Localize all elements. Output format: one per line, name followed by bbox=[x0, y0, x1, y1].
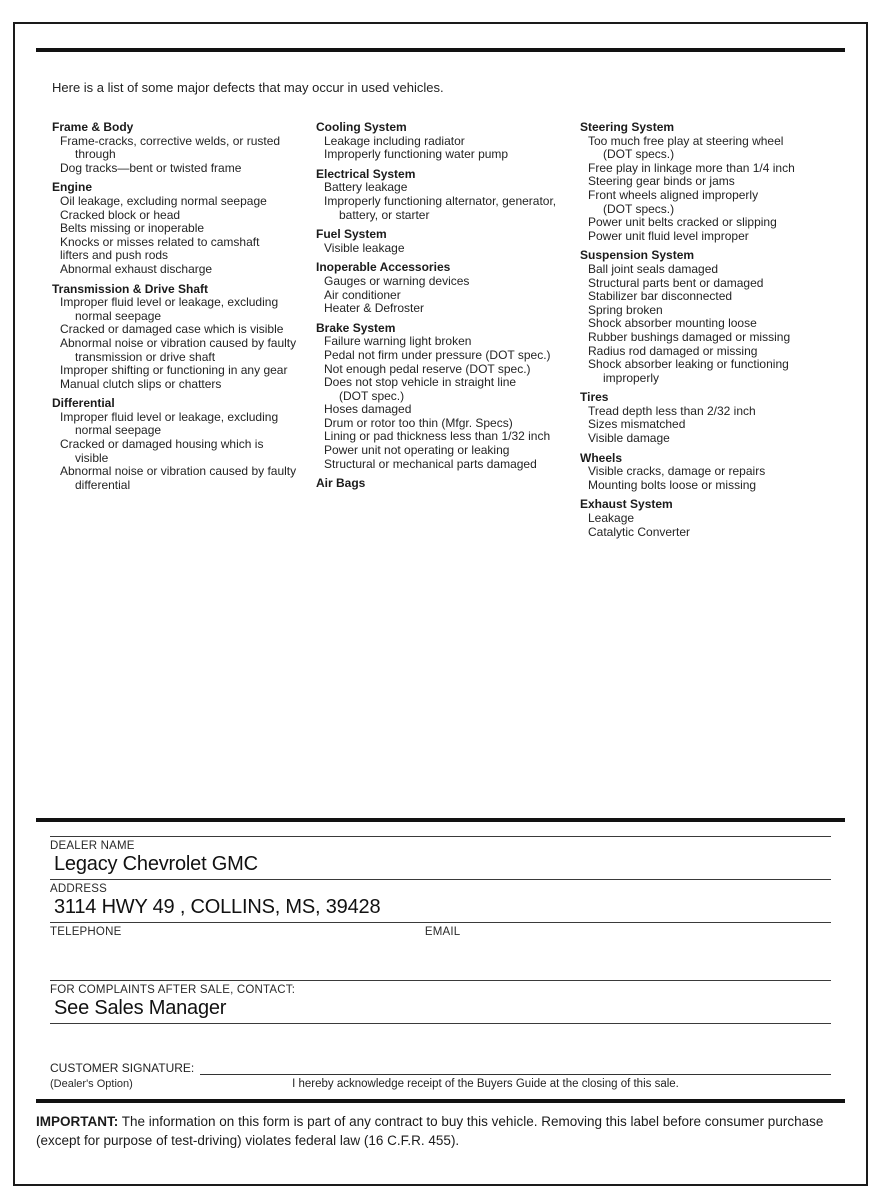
defect-section-heading: Frame & Body bbox=[52, 120, 134, 134]
defect-line: visible bbox=[75, 450, 109, 465]
defect-section-heading: Wheels bbox=[580, 450, 623, 465]
customer-signature-label: CUSTOMER SIGNATURE: bbox=[50, 1061, 195, 1075]
defect-section-heading: Exhaust System bbox=[580, 497, 673, 512]
defects-column-2 bbox=[316, 121, 580, 545]
defect-line: Drum or rotor too thin (Mfgr. Specs) bbox=[324, 415, 513, 430]
signature-subrow bbox=[50, 1078, 831, 1090]
dealer-name-label: DEALER NAME bbox=[50, 840, 135, 852]
intro-text: Here is a list of some major defects that may occur in used vehicles. bbox=[52, 80, 444, 95]
defect-section-heading: Air Bags bbox=[316, 476, 366, 491]
defect-line: Lining or pad thickness less than 1/32 inch bbox=[324, 429, 551, 444]
defect-section bbox=[316, 477, 580, 491]
defect-section bbox=[52, 397, 316, 492]
defect-section bbox=[316, 322, 580, 472]
email-label: EMAIL bbox=[424, 926, 461, 938]
defect-line: Oil leakage, excluding normal seepage bbox=[60, 193, 267, 208]
dealer-option-label: (Dealer's Option) bbox=[50, 1078, 133, 1090]
defect-section bbox=[316, 228, 580, 255]
defect-line: Structural parts bent or damaged bbox=[588, 275, 764, 290]
defect-line: Radius rod damaged or missing bbox=[588, 343, 758, 358]
defect-section-heading: Differential bbox=[52, 396, 115, 411]
defect-line: Gauges or warning devices bbox=[324, 273, 470, 288]
defect-section-heading: Tires bbox=[580, 390, 609, 405]
defect-line: Power unit not operating or leaking bbox=[324, 443, 510, 458]
defect-section-heading: Cooling System bbox=[316, 120, 407, 134]
defect-line: Cracked block or head bbox=[60, 207, 181, 222]
defects-column-1 bbox=[52, 121, 316, 545]
defect-line: Not enough pedal reserve (DOT spec.) bbox=[324, 361, 531, 376]
defect-line: Improperly functioning alternator, generator, bbox=[324, 193, 557, 208]
defect-line: Improper fluid level or leakage, excluding bbox=[60, 295, 279, 310]
defect-line: Abnormal exhaust discharge bbox=[60, 261, 213, 276]
defect-line: Heater & Defroster bbox=[324, 301, 425, 316]
defect-section-heading: Transmission & Drive Shaft bbox=[52, 281, 209, 296]
dealer-form bbox=[50, 836, 831, 1090]
defects-list bbox=[52, 121, 848, 545]
middle-divider-bar bbox=[36, 818, 845, 822]
defect-line: Leakage bbox=[588, 511, 635, 526]
defect-section-heading: Suspension System bbox=[580, 248, 695, 263]
top-divider-bar bbox=[36, 48, 845, 52]
defect-line: (DOT specs.) bbox=[603, 201, 675, 216]
defect-line: Tread depth less than 2/32 inch bbox=[588, 403, 756, 418]
defect-line: Battery leakage bbox=[324, 180, 408, 195]
defect-line: Abnormal noise or vibration caused by faulty bbox=[60, 464, 297, 479]
defect-line: Improperly functioning water pump bbox=[324, 147, 509, 162]
important-text: The information on this form is part of any contract to buy this vehicle. Removing this label before consumer purchase (except for purpose of test-driving) violates federal law (16 C.F.R. 455). bbox=[36, 1114, 824, 1148]
defect-line: Catalytic Converter bbox=[588, 524, 691, 539]
defect-line: lifters and push rods bbox=[60, 248, 169, 263]
defect-section-heading: Fuel System bbox=[316, 227, 387, 242]
defect-section bbox=[316, 168, 580, 222]
defect-line: Air conditioner bbox=[324, 287, 401, 302]
address-value: 3114 HWY 49 , COLLINS, MS, 39428 bbox=[54, 896, 381, 918]
defect-line: normal seepage bbox=[75, 423, 162, 438]
defect-line: Manual clutch slips or chatters bbox=[60, 376, 222, 391]
important-notice bbox=[36, 1112, 839, 1150]
defect-line: Does not stop vehicle in straight line bbox=[324, 375, 517, 390]
defect-line: normal seepage bbox=[75, 308, 162, 323]
defect-line: (DOT spec.) bbox=[339, 388, 405, 403]
defect-line: Ball joint seals damaged bbox=[588, 261, 719, 276]
defect-line: battery, or starter bbox=[339, 207, 430, 222]
defect-line: Shock absorber leaking or functioning bbox=[588, 357, 789, 372]
acknowledgment-text: I hereby acknowledge receipt of the Buyers Guide at the closing of this sale. bbox=[292, 1078, 679, 1090]
telephone-email-row bbox=[50, 923, 831, 980]
defect-line: Abnormal noise or vibration caused by faulty bbox=[60, 335, 297, 350]
defect-line: Spring broken bbox=[588, 302, 663, 317]
defect-line: Improper shifting or functioning in any gear bbox=[60, 363, 288, 378]
defect-line: Stabilizer bar disconnected bbox=[588, 289, 733, 304]
defect-line: Cracked or damaged case which is visible bbox=[60, 322, 284, 337]
defect-section bbox=[316, 121, 580, 162]
defect-section bbox=[52, 181, 316, 276]
defect-line: Structural or mechanical parts damaged bbox=[324, 456, 537, 471]
defect-section bbox=[580, 391, 848, 445]
defect-section bbox=[580, 249, 848, 385]
defect-line: Failure warning light broken bbox=[324, 334, 472, 349]
defects-column-3 bbox=[580, 121, 848, 545]
defect-section bbox=[52, 283, 316, 392]
signature-block bbox=[50, 1060, 831, 1090]
defect-section-heading: Electrical System bbox=[316, 166, 416, 181]
defect-line: Hoses damaged bbox=[324, 402, 412, 417]
telephone-label: TELEPHONE bbox=[50, 926, 122, 938]
defect-line: Too much free play at steering wheel bbox=[588, 133, 784, 148]
defect-line: Visible leakage bbox=[324, 240, 405, 255]
bottom-divider-bar bbox=[36, 1099, 845, 1103]
defect-section bbox=[316, 261, 580, 315]
address-label: ADDRESS bbox=[50, 883, 107, 895]
defect-line: Cracked or damaged housing which is bbox=[60, 437, 264, 452]
defect-section bbox=[52, 121, 316, 175]
defect-line: Leakage including radiator bbox=[324, 133, 465, 148]
defect-line: Power unit fluid level improper bbox=[588, 228, 749, 243]
important-label: IMPORTANT: bbox=[36, 1114, 119, 1129]
defect-section-heading: Brake System bbox=[316, 320, 396, 335]
defect-line: (DOT specs.) bbox=[603, 147, 675, 162]
defect-line: Dog tracks—bent or twisted frame bbox=[60, 160, 242, 175]
defect-line: transmission or drive shaft bbox=[75, 349, 216, 364]
defect-line: Rubber bushings damaged or missing bbox=[588, 329, 791, 344]
dealer-name-value: Legacy Chevrolet GMC bbox=[54, 853, 258, 875]
defect-line: Front wheels aligned improperly bbox=[588, 187, 759, 202]
signature-row bbox=[50, 1060, 831, 1075]
defect-line: Shock absorber mounting loose bbox=[588, 316, 757, 331]
defect-section-heading: Inoperable Accessories bbox=[316, 260, 451, 275]
defect-section-heading: Steering System bbox=[580, 120, 675, 134]
defect-line: Free play in linkage more than 1/4 inch bbox=[588, 160, 795, 175]
defect-line: Visible damage bbox=[588, 431, 670, 446]
defect-section-heading: Engine bbox=[52, 180, 93, 195]
defect-line: Power unit belts cracked or slipping bbox=[588, 215, 777, 230]
defect-line: differential bbox=[75, 477, 131, 492]
defect-line: Pedal not firm under pressure (DOT spec.) bbox=[324, 347, 551, 362]
defect-line: through bbox=[75, 147, 116, 162]
complaints-value: See Sales Manager bbox=[54, 997, 227, 1019]
defect-line: Visible cracks, damage or repairs bbox=[588, 464, 766, 479]
defect-section bbox=[580, 498, 848, 539]
defect-line: Sizes mismatched bbox=[588, 417, 686, 432]
defect-line: Knocks or misses related to camshaft bbox=[60, 234, 260, 249]
defect-line: Frame-cracks, corrective welds, or rusted bbox=[60, 133, 281, 148]
defect-section bbox=[580, 452, 848, 493]
defect-section bbox=[580, 121, 848, 243]
defect-line: Steering gear binds or jams bbox=[588, 174, 735, 189]
defect-line: Belts missing or inoperable bbox=[60, 221, 205, 236]
complaints-label: FOR COMPLAINTS AFTER SALE, CONTACT: bbox=[50, 984, 296, 996]
signature-line bbox=[200, 1060, 831, 1075]
defect-line: Mounting bolts loose or missing bbox=[588, 477, 757, 492]
defect-line: Improper fluid level or leakage, excluding bbox=[60, 409, 279, 424]
field-separator bbox=[50, 1023, 831, 1024]
defect-line: improperly bbox=[603, 370, 660, 385]
